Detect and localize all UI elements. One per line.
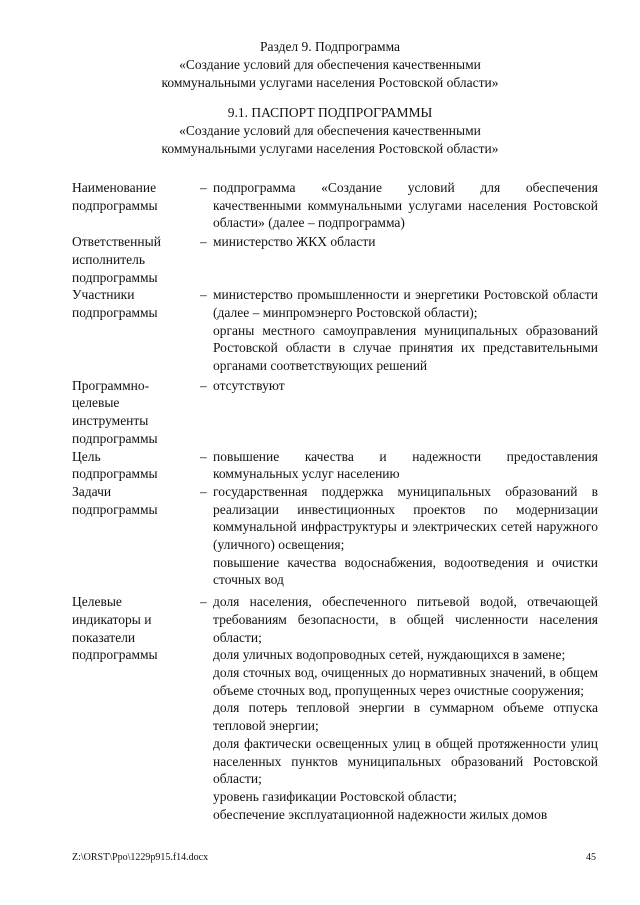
passport-table (72, 179, 598, 823)
row-label-line: индикаторы и (72, 611, 152, 627)
row-label-line: подпрограммы (72, 647, 158, 663)
row-value-paragraph: органы местного самоуправления муниципальных образований Ростовской области в случае принятия их представительными органами соответствующих решений (213, 322, 598, 374)
row-dash: – (200, 377, 207, 393)
row-label (72, 483, 200, 589)
passport-row (72, 448, 598, 483)
file-path: Z:\ORST\Ppo\1229p915.f14.docx (72, 852, 209, 863)
row-label-line: подпрограммы (72, 430, 158, 446)
row-label-line: целевые (72, 395, 120, 411)
row-value-paragraph: государственная поддержка муниципальных образований в реализации инвестиционных проектов по модернизации коммунальной инфраструктуры и электрических сетей наружного (уличного) освещения; (213, 483, 598, 553)
passport-row (72, 483, 598, 589)
row-label (72, 286, 200, 375)
row-label-line: Задачи (72, 483, 112, 499)
row-value-paragraph: доля фактически освещенных улиц в общей протяженности улиц населенных пунктов муниципальных образований Ростовской области; (213, 735, 598, 787)
row-value (213, 377, 598, 448)
row-label-line: Программно- (72, 377, 150, 393)
row-label (72, 179, 200, 232)
row-label-line: Наименование (72, 180, 157, 195)
row-label-line: исполнитель (72, 251, 145, 267)
row-value-paragraph: отсутствуют (213, 377, 285, 393)
row-value (213, 233, 598, 286)
row-dash: – (200, 483, 207, 499)
passport-name-line-2: коммунальными услугами населения Ростовской области» (161, 141, 499, 156)
passport-heading (60, 104, 600, 158)
row-label (72, 233, 200, 286)
row-label-line: подпрограммы (72, 304, 158, 320)
passport-name-line-1: «Создание условий для обеспечения качественными (179, 123, 481, 138)
row-label-line: Цель (72, 448, 101, 464)
row-value-paragraph: доля уличных водопроводных сетей, нуждающихся в замене; (213, 647, 566, 663)
passport-row (72, 377, 598, 448)
row-label-line: Целевые (72, 594, 122, 610)
row-value (213, 179, 598, 232)
row-value-paragraph: доля сточных вод, очищенных до нормативных значений, в общем объеме сточных вод, пропущенных через очистные сооружения; (213, 664, 598, 698)
row-label-line: подпрограммы (72, 501, 158, 517)
row-value-paragraph: уровень газификации Ростовской области; (213, 788, 457, 804)
row-label (72, 377, 200, 448)
page-number: 45 (586, 852, 596, 863)
row-label-line: Участники (72, 287, 135, 303)
row-label-line: инструменты (72, 413, 149, 429)
row-value (213, 448, 598, 483)
row-value-paragraph: подпрограмма «Создание условий для обеспечения качественными коммунальными услугами населения Ростовской области» (далее – подпрограмма) (213, 180, 598, 231)
row-value (213, 286, 598, 375)
row-value-paragraph: повышение качества и надежности предоставления коммунальных услуг населению (213, 448, 598, 482)
section-title: Раздел 9. Подпрограмма (259, 39, 401, 54)
row-value-paragraph: доля населения, обеспеченного питьевой водой, отвечающей требованиям безопасности, в общей численности населения области; (213, 594, 598, 645)
row-value-paragraph: министерство промышленности и энергетики Ростовской области (далее – минпромэнерго Ростовской области); (213, 287, 598, 320)
row-label (72, 593, 200, 823)
row-value-paragraph: доля потерь тепловой энергии в суммарном объеме отпуска тепловой энергии; (213, 700, 598, 734)
passport-row (72, 179, 598, 232)
section-heading (60, 38, 600, 92)
row-value (213, 483, 598, 589)
row-dash: – (200, 287, 207, 303)
row-label-line: показатели (72, 629, 136, 645)
row-label (72, 448, 200, 483)
row-value-paragraph: министерство ЖКХ области (213, 234, 376, 250)
row-dash: – (200, 180, 207, 195)
row-label-line: подпрограммы (72, 269, 158, 285)
row-label-line: подпрограммы (72, 466, 158, 482)
row-value-paragraph: повышение качества водоснабжения, водоотведения и очистки сточных вод (213, 554, 598, 588)
row-value (213, 593, 598, 823)
row-label-line: подпрограммы (72, 197, 158, 213)
row-value-paragraph: обеспечение эксплуатационной надежности жилых домов (213, 806, 548, 822)
passport-row (72, 286, 598, 375)
subprogram-name-line-1: «Создание условий для обеспечения качественными (179, 57, 481, 72)
row-dash: – (200, 594, 207, 610)
row-label-line: Ответственный (72, 234, 161, 250)
passport-row (72, 233, 598, 286)
row-dash: – (200, 234, 207, 250)
row-dash: – (200, 448, 207, 464)
passport-row (72, 593, 598, 823)
subprogram-name-line-2: коммунальными услугами населения Ростовской области» (161, 75, 499, 90)
passport-title: 9.1. ПАСПОРТ ПОДПРОГРАММЫ (227, 105, 433, 120)
